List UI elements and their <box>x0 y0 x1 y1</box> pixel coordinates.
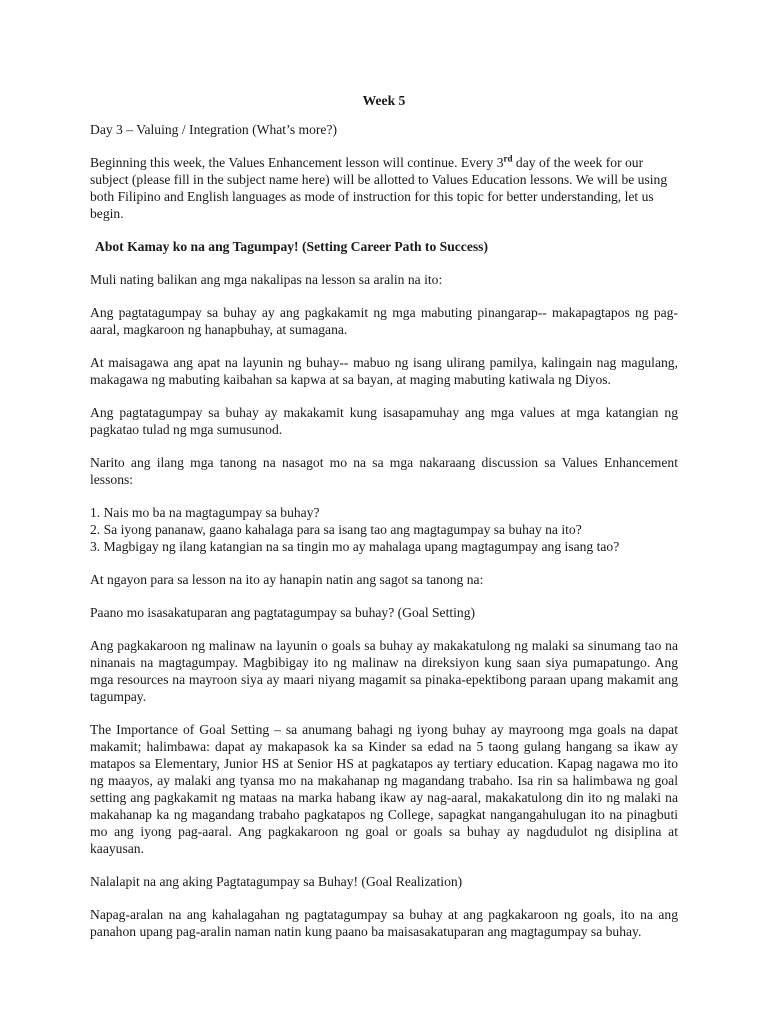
question-item: 1. Nais mo ba na magtagumpay sa buhay? <box>90 505 320 520</box>
goal-setting-heading: Paano mo isasakatuparan ang pagtatagumpay sa buhay? (Goal Setting) <box>90 605 476 620</box>
ordinal-suffix: rd <box>503 153 513 164</box>
question-item: 3. Magbigay ng ilang katangian na sa tingin mo ay mahalaga upang magtagumpay ang isang tao? <box>90 539 620 554</box>
goal-realization-paragraph: Napag-aralan na ang kahalagahan ng pagtatagumpay sa buhay at ang pagkakaroon ng goals, ito na ang panahon upang pag-aralin naman natin kung paano ba maisasakatuparan ang magtagumpay sa buhay. <box>90 907 678 939</box>
values-paragraph: Ang pagtatagumpay sa buhay ay makakamit kung isasapamuhay ang mga values at mga katangian ng pagkatao tulad ng mga sumusunod. <box>90 405 678 437</box>
question-list <box>90 504 678 555</box>
intro-paragraph <box>90 154 678 222</box>
lesson-title: Abot Kamay ko na ang Tagumpay! (Setting Career Path to Success) <box>95 239 488 254</box>
document-content <box>90 92 678 956</box>
goal-setting-paragraph: Ang pagkakaroon ng malinaw na layunin o goals sa buhay ay makakatulong ng malaki sa sinumang tao na ninanais na magtagumpay. Magbibigay ito ng malinaw na direksiyon kung saan siya pumapatungo. Ang mga resources na mayroon siya ay maari niyang magamit sa pinaka-epektibong paraan upang makamit ang tagumpay. <box>90 638 678 704</box>
day-heading: Day 3 – Valuing / Integration (What’s more?) <box>90 122 338 137</box>
success-definition-paragraph: Ang pagtatagumpay sa buhay ay ang pagkakamit ng mga mabuting pinangarap-- makapagtapos ng pag-aaral, magkaroon ng hanapbuhay, at sumagana. <box>90 305 678 337</box>
importance-paragraph: The Importance of Goal Setting – sa anumang bahagi ng iyong buhay ay mayroong mga goals na dapat makamit; halimbawa: dapat ay makapasok ka sa Kinder sa edad na 5 taong gulang hangang sa ikaw ay matapos sa Elementary, Junior HS at Senior HS at pagkatapos ay tertiary education. Kapag nagawa mo ito ng maayos, ay malaki ang tyansa mo na makahanap ng magandang trabaho. Isa rin sa halimbawa ng goal setting ang pagkakamit ng mataas na marka habang ikaw ay nag-aaral, makakatulong din ito ng malaki na makahanap ka ng magandang trabaho pagkatapos ng College, sapagkat nangangahulugan ito na pinagbuti mo ang iyong pag-aaral. Ang pagkakaroon ng goal or goals sa buhay ay nagdudulot ng disiplina at kaayusan. <box>90 722 678 856</box>
intro-text-end: day of the week for our subject (please fill in the subject name here) will be allotted to Values Education lessons. We will be using both Filipino and English languages as mode of instruction for this topic for better understanding, let us begin. <box>90 155 668 221</box>
goal-realization-heading: Nalalapit na ang aking Pagtatagumpay sa Buhay! (Goal Realization) <box>90 874 463 889</box>
lesson-question-intro: At ngayon para sa lesson na ito ay hanapin natin ang sagot sa tanong na: <box>90 572 484 587</box>
page-title: Week 5 <box>362 93 406 108</box>
life-goals-paragraph: At maisagawa ang apat na layunin ng buhay-- mabuo ng isang ulirang pamilya, kalingain nag magulang, makagawa ng mabuting kaibahan sa kapwa at sa bayan, at maging mabuting katiwala ng Diyos. <box>90 355 678 387</box>
questions-intro-paragraph: Narito ang ilang mga tanong na nasagot mo na sa mga nakaraang discussion sa Values Enhancement lessons: <box>90 455 678 487</box>
question-item: 2. Sa iyong pananaw, gaano kahalaga para sa isang tao ang magtagumpay sa buhay na ito? <box>90 522 582 537</box>
intro-text-start: Beginning this week, the Values Enhancement lesson will continue. Every 3 <box>90 155 504 170</box>
review-intro-paragraph: Muli nating balikan ang mga nakalipas na lesson sa aralin na ito: <box>90 272 443 287</box>
